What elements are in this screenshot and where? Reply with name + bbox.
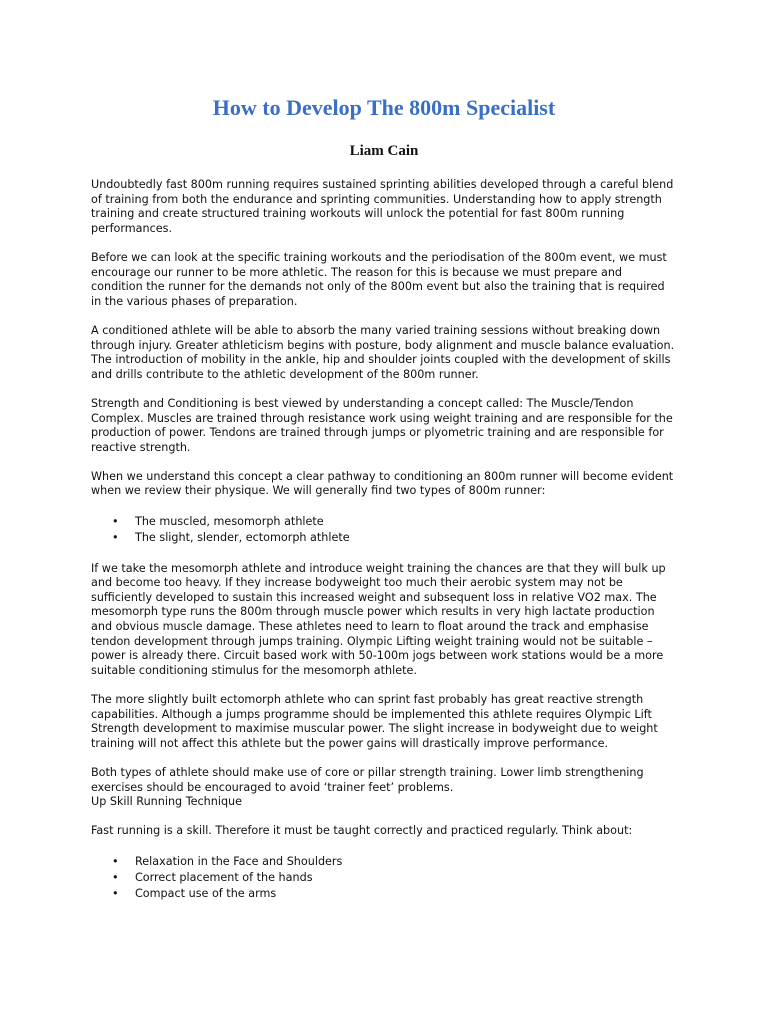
list-item bbox=[91, 514, 676, 530]
list-item-text: The muscled, mesomorph athlete bbox=[135, 514, 324, 528]
paragraph-ectomorph: The more slightly built ectomorph athlete who can sprint fast probably has great reactive strength capabilities. Although a jumps programme should be implemented this athlete requires Olympic Lift Strength development to maximise muscular power. The slight increase in bodyweight due to weight training will not affect this athlete but the power gains will drastically improve performance. bbox=[91, 693, 658, 750]
technique-list bbox=[91, 854, 676, 902]
bullet-icon: • bbox=[112, 514, 119, 528]
paragraph-core: Both types of athlete should make use of core or pillar strength training. Lower limb strengthening exercises should be encouraged to avoid ‘trainer feet’ problems. bbox=[91, 765, 644, 794]
bullet-icon: • bbox=[112, 854, 119, 868]
author-name: Liam Cain bbox=[349, 143, 419, 159]
list-item bbox=[91, 854, 676, 870]
list-item bbox=[91, 530, 676, 546]
list-item bbox=[91, 870, 676, 886]
bullet-icon: • bbox=[112, 870, 119, 884]
athlete-types-list bbox=[91, 514, 676, 546]
document-body bbox=[91, 178, 676, 918]
paragraph-fast-running: Fast running is a skill. Therefore it must be taught correctly and practiced regularly. Think about: bbox=[91, 824, 633, 838]
list-item-text: Correct placement of the hands bbox=[135, 870, 313, 884]
list-item-text: Relaxation in the Face and Shoulders bbox=[135, 854, 343, 868]
document-title: How to Develop The 800m Specialist bbox=[212, 95, 556, 120]
list-item bbox=[91, 886, 676, 902]
paragraph-intro: Undoubtedly fast 800m running requires sustained sprinting abilities developed through a careful blend of training from both the endurance and sprinting communities. Understanding how to apply strength training and create structured training workouts will unlock the potential for fast 800m running performances. bbox=[91, 178, 674, 235]
paragraph-physique: When we understand this concept a clear pathway to conditioning an 800m runner will become evident when we review their physique. We will generally find two types of 800m runner: bbox=[91, 469, 674, 498]
paragraph-conditioned: A conditioned athlete will be able to absorb the many varied training sessions without breaking down through injury. Greater athleticism begins with posture, body alignment and muscle balance evaluation. The introduction of mobility in the ankle, hip and shoulder joints coupled with the development of skills and drills contribute to the athletic development of the 800m runner. bbox=[91, 323, 675, 381]
paragraph-mesomorph: If we take the mesomorph athlete and introduce weight training the chances are that they will bulk up and become too heavy. If they increase bodyweight too much their aerobic system may not be sufficiently developed to sustain this increased weight and subsequent loss in relative VO2 max. The mesomorph type runs the 800m through muscle power which results in very high lactate production and obvious muscle damage. These athletes need to learn to float around the track and emphasise tendon development through jumps training. Olympic Lifting weight training would not be suitable – power is already there. Circuit based work with 50-100m jogs between work stations would be a more suitable conditioning stimulus for the mesomorph athlete. bbox=[91, 561, 666, 677]
list-item-text: The slight, slender, ectomorph athlete bbox=[135, 530, 350, 544]
list-item-text: Compact use of the arms bbox=[135, 886, 277, 900]
bullet-icon: • bbox=[112, 886, 119, 900]
subheading-technique: Up Skill Running Technique bbox=[91, 795, 243, 809]
bullet-icon: • bbox=[112, 530, 119, 544]
paragraph-strength: Strength and Conditioning is best viewed by understanding a concept called: The Muscle/Tendon Complex. Muscles are trained through resistance work using weight training and are responsible for the production of power. Tendons are trained through jumps or plyometric training and are responsible for reactive strength. bbox=[91, 396, 673, 454]
paragraph-athletic: Before we can look at the specific training workouts and the periodisation of the 800m event, we must encourage our runner to be more athletic. The reason for this is because we must prepare and condition the runner for the demands not only of the 800m event but also the training that is required in the various phases of preparation. bbox=[91, 250, 667, 308]
